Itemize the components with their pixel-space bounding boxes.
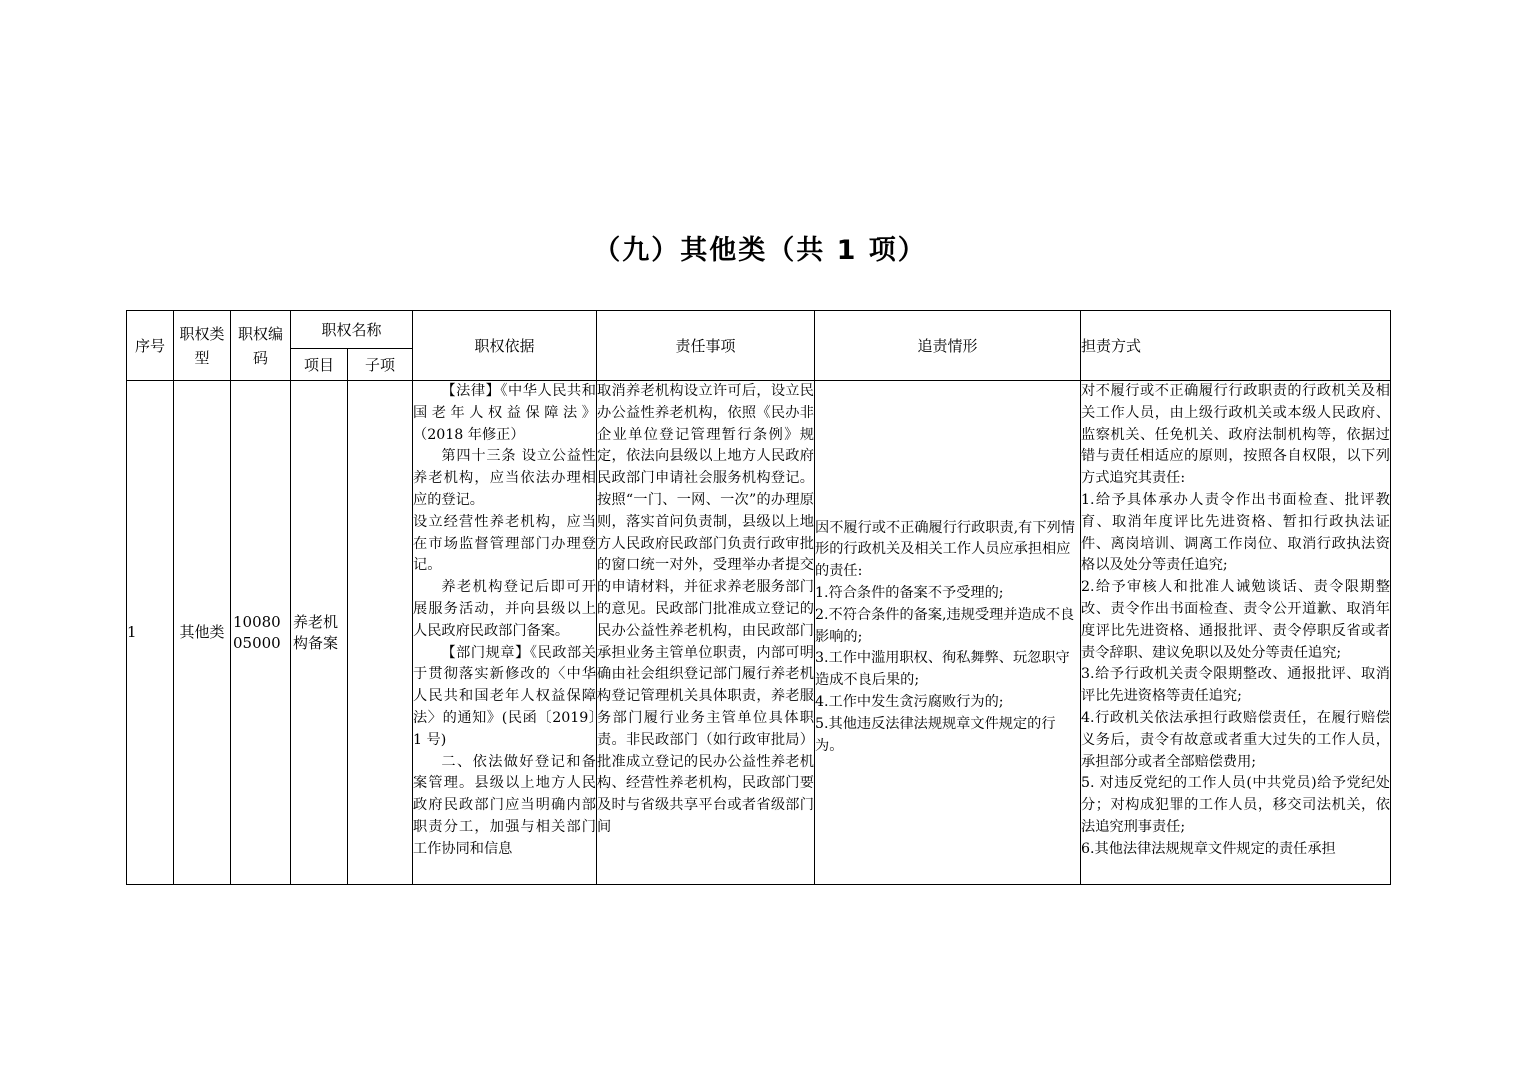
header-name-group: 职权名称 [291,311,413,349]
row-code: 1008005000 [231,381,291,885]
header-type: 职权类型 [174,311,231,381]
authority-table [126,310,1391,885]
row-method [1081,381,1391,885]
method-item: 6.其他法律法规规章文件规定的责任承担 [1081,840,1336,857]
accountability-item: 3.工作中滥用职权、徇私舞弊、玩忽职守造成不良后果的; [815,650,1070,689]
basis-paragraph: 养老机构登记后即可开展服务活动，并向县级以上人民政府民政部门备案。 [413,579,596,639]
accountability-item: 4.工作中发生贪污腐败行为的; [815,693,1004,710]
row-subitem [348,381,413,885]
row-item: 养老机构备案 [291,381,348,885]
row-accountability [815,381,1081,885]
header-accountability: 追责情形 [815,311,1081,381]
basis-paragraph: 第四十三条 设立公益性养老机构，应当依法办理相应的登记。 [413,448,596,508]
header-subitem: 子项 [348,349,413,381]
header-method: 担责方式 [1081,311,1391,381]
accountability-item: 2.不符合条件的备案,违规受理并造成不良影响的; [815,606,1075,645]
accountability-item: 1.符合条件的备案不予受理的; [815,585,1004,601]
table-row [127,381,1391,885]
method-item: 1.给予具体承办人责令作出书面检查、批评教育、取消年度评比先进资格、暂扣行政执法证件、离岗培训、调离工作岗位、取消行政执法资格以及处分等责任追究; [1081,491,1390,574]
row-duty [597,381,815,885]
basis-paragraph: 【法律】《中华人民共和国老年人权益保障法》（2018 年修正） [413,383,596,443]
method-item: 3.给予行政机关责令限期整改、通报批评、取消评比先进资格等责任追究; [1081,666,1390,705]
header-seq: 序号 [127,311,174,381]
basis-paragraph: 二、依法做好登记和备案管理。县级以上地方人民政府民政部门应当明确内部职责分工，加强与相关部门工作协同和信息 [413,753,596,857]
header-item: 项目 [291,349,348,381]
basis-paragraph: 设立经营性养老机构，应当在市场监督管理部门办理登记。 [413,513,596,574]
row-seq: 1 [127,381,174,885]
row-basis [413,381,597,885]
header-basis: 职权依据 [413,311,597,381]
accountability-intro: 因不履行或不正确履行行政职责,有下列情形的行政机关及相关工作人员应承担相应的责任: [815,519,1075,580]
accountability-item: 5.其他违反法律法规规章文件规定的行为。 [815,715,1056,754]
row-type: 其他类 [174,381,231,885]
header-code: 职权编码 [231,311,291,381]
method-item: 2.给予审核人和批准人诫勉谈话、责令限期整改、责令作出书面检查、责令公开道歉、取消年度评比先进资格、通报批评、责令停职反省或者责令辞职、建议免职以及处分等责任追究; [1081,579,1390,661]
page-title: （九）其他类（共 1 项） [593,235,927,266]
basis-paragraph: 【部门规章】《民政部关于贯彻落实新修改的〈中华人民共和国老年人权益保障法〉的通知》(民函〔2019〕1 号) [413,644,596,748]
method-intro: 对不履行或不正确履行行政职责的行政机关及相关工作人员，由上级行政机关或本级人民政府、监察机关、任免机关、政府法制机构等，依据过错与责任相适应的原则，按照各自权限，以下列方式追究其责任: [1081,383,1390,487]
method-item: 4.行政机关依法承担行政赔偿责任，在履行赔偿义务后，责令有故意或者重大过失的工作人员，承担部分或者全部赔偿费用; [1081,709,1390,770]
duty-text: 取消养老机构设立许可后，设立民办公益性养老机构，依照《民办非企业单位登记管理暂行条例》规定，依法向县级以上地方人民政府民政部门申请社会服务机构登记。按照“一门、一网、一次”的办理原则，落实首问负责制，县级以上地方人民政府民政部门负责行政审批的窗口统一对外，受理举办者提交的申请材料，并征求养老服务部门的意见。民政部门批准成立登记的民办公益性养老机构，由民政部门承担业务主管单位职责，内部可明确由社会组织登记部门履行养老机构登记管理机关具体职责，养老服务部门履行业务主管单位具体职责。非民政部门（如行政审批局）批准成立登记的民办公益性养老机构、经营性养老机构，民政部门要及时与省级共享平台或者省级部门间 [597,383,814,835]
method-item: 5. 对违反党纪的工作人员(中共党员)给予党纪处分；对构成犯罪的工作人员，移交司法机关，依法追究刑事责任; [1081,775,1390,835]
header-duty: 责任事项 [597,311,815,381]
